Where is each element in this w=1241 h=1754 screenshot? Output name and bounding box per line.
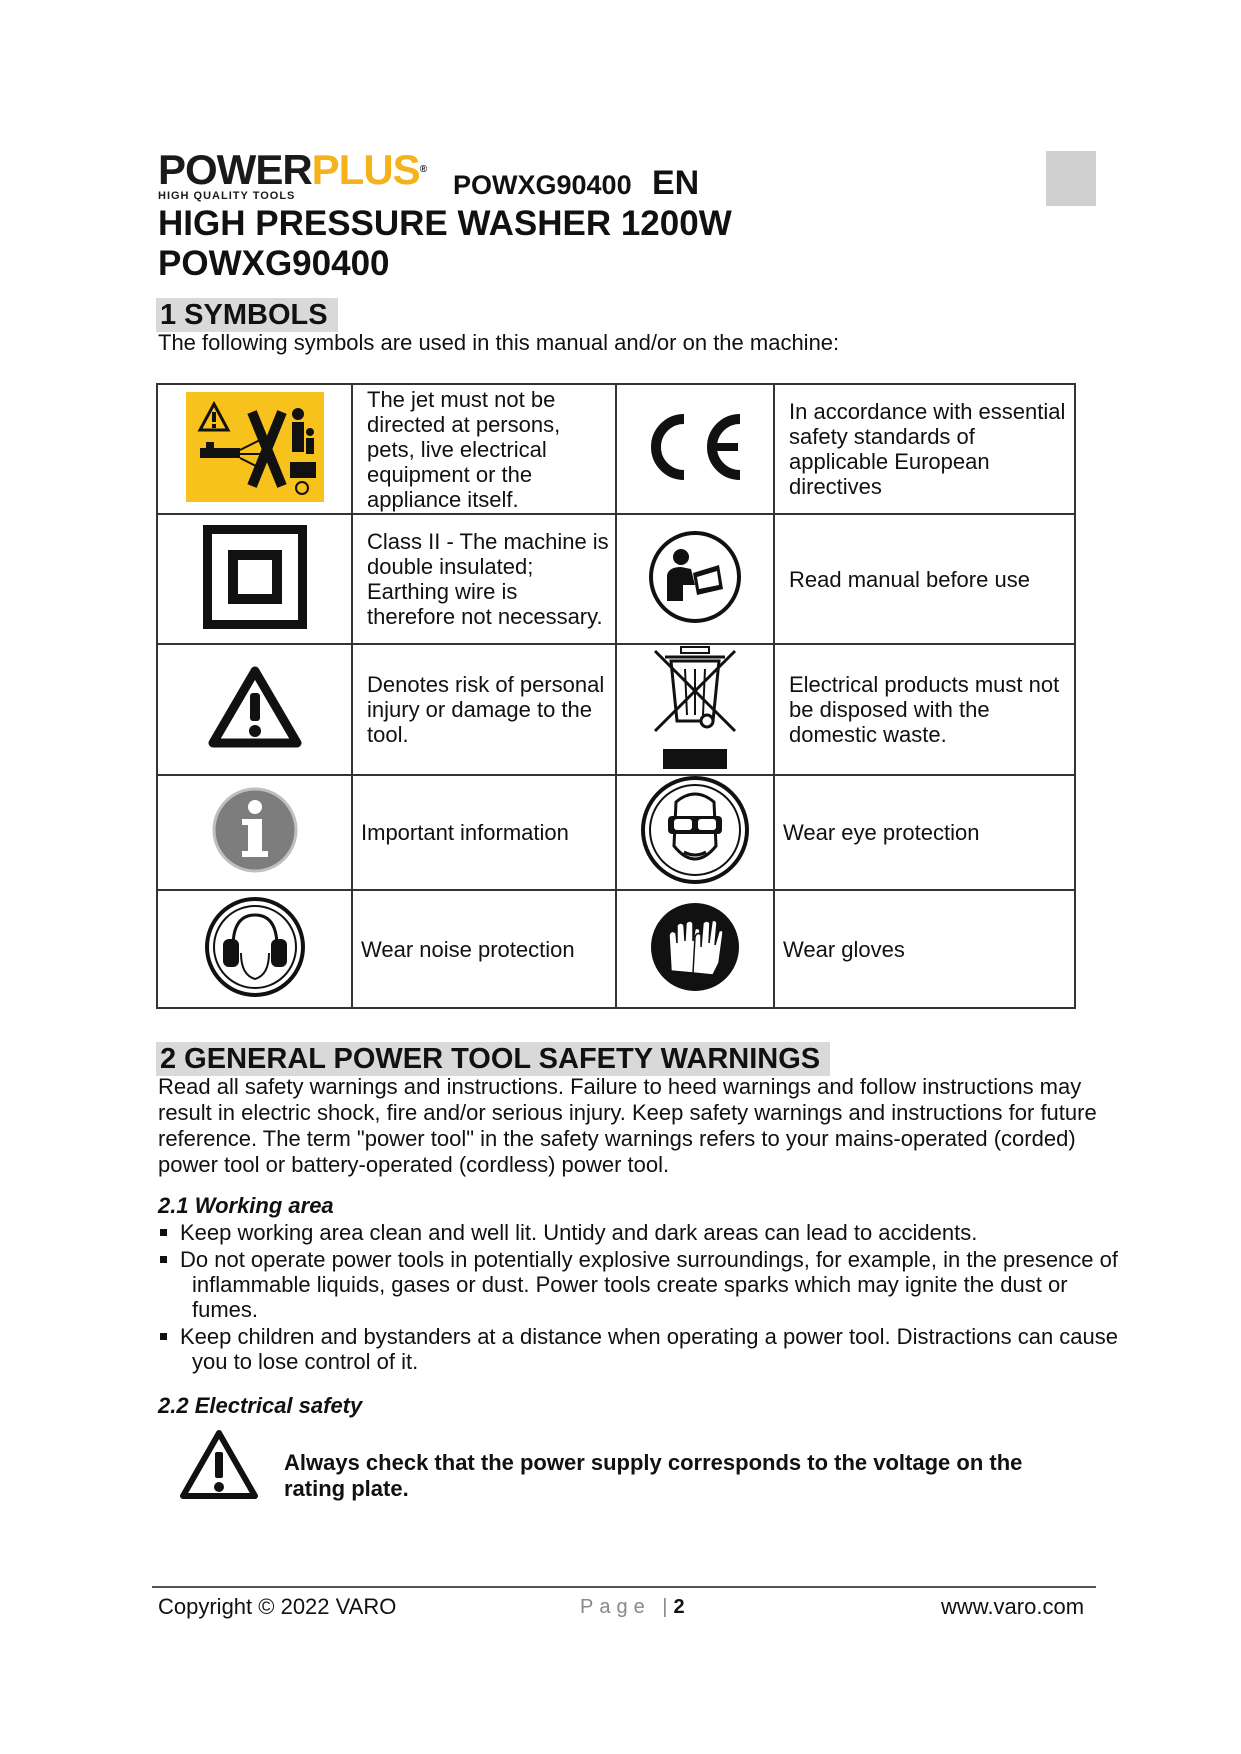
table-row	[157, 514, 1075, 644]
symbol-cell	[616, 514, 774, 644]
symbol-description: Class II - The machine is double insulated; Earthing wire is therefore not necessary.	[352, 514, 616, 644]
logo-tagline: HIGH QUALITY TOOLS	[158, 190, 296, 202]
voltage-warning: Always check that the power supply corresponds to the voltage on the rating plate.	[284, 1450, 1023, 1501]
language-code: EN	[652, 164, 700, 202]
brand-logo	[158, 146, 438, 202]
info-icon	[212, 787, 298, 873]
symbol-cell	[157, 644, 352, 775]
model-code: POWXG90400	[453, 170, 632, 200]
table-row	[157, 644, 1075, 775]
symbol-description: In accordance with essential safety standards of applicable European directives	[774, 384, 1075, 514]
list-item: Keep children and bystanders at a distance when operating a power tool. Distractions can cause you to lose control of it.	[158, 1324, 1118, 1374]
symbol-cell	[616, 384, 774, 514]
symbols-table	[156, 383, 1076, 1009]
symbol-description: Read manual before use	[774, 514, 1075, 644]
website-link[interactable]: www.varo.com	[941, 1594, 1085, 1619]
symbol-cell	[616, 644, 774, 775]
weee-bin-icon	[645, 645, 745, 769]
symbol-description: The jet must not be directed at persons, pets, live electrical equipment or the appliance itself.	[352, 384, 616, 514]
page-title	[158, 204, 732, 284]
language-tab-marker	[1046, 151, 1096, 206]
symbol-cell	[157, 384, 352, 514]
warning-triangle-icon	[207, 665, 303, 749]
symbol-description: Important information	[352, 775, 616, 890]
title-line-1: HIGH PRESSURE WASHER 1200W	[158, 204, 732, 243]
list-item: Do not operate power tools in potentially explosive surroundings, for example, in the presence of inflammable liquids, gases or dust. Power tools create sparks which may ignite the dust or fumes.	[158, 1247, 1118, 1322]
ce-mark-icon	[640, 407, 750, 487]
symbol-cell	[157, 514, 352, 644]
ear-protection-icon	[203, 895, 307, 999]
symbol-description: Wear noise protection	[352, 890, 616, 1008]
symbol-cell	[157, 775, 352, 890]
safety-intro-paragraph: Read all safety warnings and instructions. Failure to heed warnings and follow instructions may result in electric shock, fire and/or serious injury. Keep safety warnings and instructions for future reference. The term "power tool" in the safety warnings refers to your mains-operated (corded) power tool or battery-operated (cordless) power tool.	[158, 1074, 1097, 1177]
class-ii-icon	[203, 525, 307, 629]
footer-divider	[152, 1586, 1096, 1588]
working-area-list	[158, 1220, 1118, 1376]
title-line-2: POWXG90400	[158, 244, 390, 283]
symbols-intro: The following symbols are used in this manual and/or on the machine:	[158, 330, 840, 355]
table-row	[157, 890, 1075, 1008]
jet-warning-icon	[186, 392, 324, 502]
subheading-working-area: 2.1 Working area	[158, 1193, 334, 1218]
eye-protection-icon	[640, 776, 750, 884]
warning-triangle-icon	[178, 1428, 260, 1502]
section-heading-safety-warnings: 2 GENERAL POWER TOOL SAFETY WARNINGS	[156, 1042, 830, 1076]
symbol-cell	[616, 775, 774, 890]
gloves-icon	[649, 901, 741, 993]
copyright-text: Copyright © 2022 VARO	[158, 1594, 397, 1619]
symbol-description: Wear gloves	[774, 890, 1075, 1008]
list-item: Keep working area clean and well lit. Untidy and dark areas can lead to accidents.	[158, 1220, 1118, 1245]
table-row	[157, 775, 1075, 890]
symbol-cell	[616, 890, 774, 1008]
symbol-description: Denotes risk of personal injury or damage to the tool.	[352, 644, 616, 775]
page-number: 2	[673, 1596, 685, 1618]
table-row	[157, 384, 1075, 514]
page-indicator: Page |2	[580, 1596, 685, 1618]
logo-wordmark: POWERPLUS®	[158, 146, 427, 193]
symbol-description: Wear eye protection	[774, 775, 1075, 890]
read-manual-icon	[647, 529, 743, 625]
symbol-cell	[157, 890, 352, 1008]
section-heading-symbols: 1 SYMBOLS	[156, 298, 338, 332]
symbol-description: Electrical products must not be disposed with the domestic waste.	[774, 644, 1075, 775]
subheading-electrical-safety: 2.2 Electrical safety	[158, 1393, 363, 1418]
